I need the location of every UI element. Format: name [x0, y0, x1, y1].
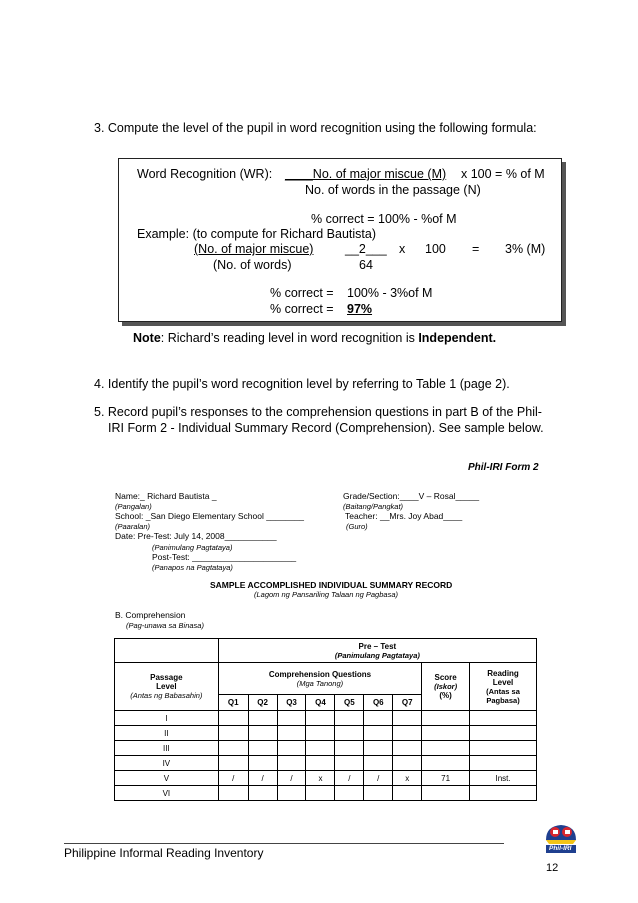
- table-row: [115, 756, 537, 771]
- answer-cell: [335, 741, 364, 756]
- answer-cell: x: [393, 771, 422, 786]
- answer-cell: /: [248, 771, 277, 786]
- passage-level-cell: V: [115, 771, 219, 786]
- note-text: : Richard’s reading level in word recognition is: [160, 331, 419, 345]
- passage-level-cell: I: [115, 711, 219, 726]
- score-cell: [422, 726, 470, 741]
- form-posttest-sub: (Panapos na Pagtataya): [152, 563, 233, 572]
- answer-cell: /: [277, 771, 306, 786]
- note-label: Note: [133, 331, 161, 345]
- pretest-label: Pre – Test: [358, 641, 397, 651]
- correct-line-2-label: % correct =: [270, 302, 334, 316]
- answer-cell: [364, 756, 393, 771]
- wr-times: x 100 = % of M: [461, 167, 545, 181]
- example-label: Example: (to compute for Richard Bautista): [137, 227, 376, 241]
- q6-header: Q6: [364, 695, 393, 711]
- cq-sub: (Mga Tanong): [296, 678, 344, 688]
- answer-cell: [364, 786, 393, 801]
- reading-sub: (Antas sa Pagbasa): [486, 686, 520, 705]
- score-label: Score: [434, 673, 457, 682]
- answer-cell: [306, 756, 335, 771]
- answer-cell: [306, 786, 335, 801]
- passage-sub: (Antas ng Babasahin): [130, 691, 203, 700]
- answer-cell: [364, 726, 393, 741]
- section-b: B. Comprehension: [115, 610, 186, 620]
- answer-cell: [335, 726, 364, 741]
- example-numerator-label: (No. of major miscue): [194, 242, 314, 256]
- comprehension-table: [114, 638, 537, 801]
- table-row: [115, 786, 537, 801]
- step-4: 4. Identify the pupil’s word recognition level by referring to Table 1 (page 2).: [94, 377, 510, 391]
- answer-cell: x: [306, 771, 335, 786]
- q3-header: Q3: [277, 695, 306, 711]
- score-header: [422, 663, 470, 711]
- example-hundred: 100: [425, 242, 446, 256]
- form-title: Phil-IRI Form 2: [468, 462, 539, 473]
- passage-level-header: [115, 663, 219, 711]
- answer-cell: [335, 711, 364, 726]
- record-title: SAMPLE ACCOMPLISHED INDIVIDUAL SUMMARY RECORD: [210, 580, 453, 590]
- score-cell: [422, 711, 470, 726]
- reading-label: Reading: [487, 668, 519, 678]
- form-date: Date: Pre-Test: July 14, 2008___________: [115, 531, 277, 541]
- note: [133, 331, 496, 345]
- correct-line-1-value: 100% - 3%of M: [347, 286, 433, 300]
- passage-level-cell: IV: [115, 756, 219, 771]
- pretest-sub: (Panimulang Pagtataya): [334, 650, 420, 660]
- score-sub: (Iskor): [434, 682, 458, 691]
- answer-cell: [364, 741, 393, 756]
- form-grade: Grade/Section:____V – Rosal_____: [343, 491, 480, 501]
- score-pct: (%): [439, 691, 452, 700]
- answer-cell: [364, 711, 393, 726]
- form-name: Name:_ Richard Bautista _: [115, 491, 217, 501]
- step-5-line-2: IRI Form 2 - Individual Summary Record (Comprehension). See sample below.: [108, 421, 544, 435]
- answer-cell: [218, 786, 248, 801]
- wr-numerator: ____No. of major miscue (M): [285, 167, 447, 181]
- footer-text: Philippine Informal Reading Inventory: [64, 846, 264, 860]
- q5-header: Q5: [335, 695, 364, 711]
- answer-cell: [277, 756, 306, 771]
- reading-level-label: Level: [492, 677, 514, 687]
- form-teacher-sub: (Guro): [346, 522, 368, 531]
- wr-denominator: No. of words in the passage (N): [305, 183, 481, 197]
- example-numerator-value: __2___: [345, 242, 387, 256]
- section-b-sub: (Pag-unawa sa Binasa): [126, 621, 204, 630]
- answer-cell: [393, 741, 422, 756]
- q7-header: Q7: [393, 695, 422, 711]
- example-equals: =: [472, 242, 480, 256]
- page-number: 12: [546, 862, 559, 874]
- passage-level-cell: II: [115, 726, 219, 741]
- reading-level-cell: [470, 756, 537, 771]
- form-school: School: _San Diego Elementary School ________: [115, 511, 305, 521]
- answer-cell: [306, 711, 335, 726]
- table-corner: [115, 639, 219, 663]
- answer-cell: [248, 741, 277, 756]
- answer-cell: [393, 726, 422, 741]
- answer-cell: [218, 711, 248, 726]
- answer-cell: [393, 756, 422, 771]
- answer-cell: [248, 711, 277, 726]
- answer-cell: [248, 756, 277, 771]
- form-pretest-sub: (Panimulang Pagtataya): [152, 543, 233, 552]
- passage-level-cell: VI: [115, 786, 219, 801]
- step-5-line-1: 5. Record pupil’s responses to the comprehension questions in part B of the Phil-: [94, 405, 542, 419]
- passage-level-cell: III: [115, 741, 219, 756]
- table-row: [115, 726, 537, 741]
- pct-correct-formula: % correct = 100% - %of M: [311, 212, 457, 226]
- passage-label: Passage: [150, 673, 183, 682]
- answer-cell: [218, 741, 248, 756]
- correct-line-1-label: % correct =: [270, 286, 334, 300]
- form-teacher: Teacher: __Mrs. Joy Abad____: [345, 511, 463, 521]
- form-school-sub: (Paaralan): [115, 522, 151, 531]
- table-row: [115, 771, 537, 786]
- answer-cell: [335, 786, 364, 801]
- phil-iri-logo: [540, 820, 582, 854]
- example-times: x: [399, 242, 406, 256]
- answer-cell: [277, 726, 306, 741]
- pretest-header: [218, 639, 536, 663]
- answer-cell: [277, 741, 306, 756]
- q4-header: Q4: [306, 695, 335, 711]
- reading-level-header: [470, 663, 537, 711]
- q2-header: Q2: [248, 695, 277, 711]
- score-cell: [422, 786, 470, 801]
- score-cell: [422, 741, 470, 756]
- answer-cell: /: [218, 771, 248, 786]
- answer-cell: /: [335, 771, 364, 786]
- logo-text: Phil-IRI: [549, 845, 572, 852]
- answer-cell: [248, 726, 277, 741]
- reading-level-cell: Inst.: [470, 771, 537, 786]
- reading-level-cell: [470, 711, 537, 726]
- answer-cell: [335, 756, 364, 771]
- form-name-sub: (Pangalan): [115, 502, 152, 511]
- reading-level-cell: [470, 786, 537, 801]
- example-denominator-value: 64: [359, 258, 373, 272]
- form-posttest: Post-Test: ______________________: [152, 552, 297, 562]
- score-cell: 71: [422, 771, 470, 786]
- formula-box: [118, 158, 562, 322]
- record-subtitle: (Lagom ng Pansariling Talaan ng Pagbasa): [254, 590, 398, 599]
- score-cell: [422, 756, 470, 771]
- answer-cell: /: [364, 771, 393, 786]
- example-denominator-label: (No. of words): [213, 258, 292, 272]
- example-result: 3% (M): [505, 242, 546, 256]
- passage-level-label: Level: [156, 682, 177, 691]
- wr-label: Word Recognition (WR):: [137, 167, 273, 181]
- answer-cell: [393, 711, 422, 726]
- reading-level-cell: [470, 741, 537, 756]
- answer-cell: [277, 786, 306, 801]
- cq-label: Comprehension Questions: [268, 669, 372, 679]
- step-3: 3. Compute the level of the pupil in word recognition using the following formula:: [94, 121, 537, 135]
- reading-level-cell: [470, 726, 537, 741]
- answer-cell: [248, 786, 277, 801]
- footer-rule: [64, 843, 504, 844]
- answer-cell: [306, 741, 335, 756]
- answer-cell: [218, 756, 248, 771]
- table-row: [115, 741, 537, 756]
- cq-header: [218, 663, 421, 695]
- answer-cell: [277, 711, 306, 726]
- table-row: [115, 711, 537, 726]
- answer-cell: [218, 726, 248, 741]
- note-level: Independent.: [418, 331, 497, 345]
- answer-cell: [306, 726, 335, 741]
- q1-header: Q1: [218, 695, 248, 711]
- answer-cell: [393, 786, 422, 801]
- form-grade-sub: (Baitang/Pangkat): [343, 502, 404, 511]
- correct-line-2-value: 97%: [347, 302, 373, 316]
